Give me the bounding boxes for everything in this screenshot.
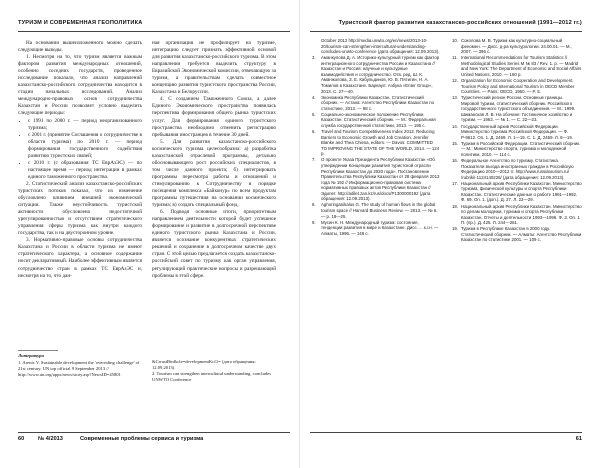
reference-text: Федеральное Агентство по туризму. Статистика. Показатели въезда иностранных граждан в Российскую Федерацию 2010—2012 гг. http://www.russiatourism.ru/ /rubriki/-1124140226/ (дата обращения: 12.09.2013). <box>461 158 574 180</box>
reference-text: International Recommendations for Tourism Statistics // Methodological Studies Series M № 83 / Rev. 1. p. — Madrid and New York: The Department of Economic and Social Affairs United Nations, 2010. — 160 p. <box>461 55 582 77</box>
reference-number: 9. <box>312 219 316 225</box>
reference-number: 3. <box>312 55 316 61</box>
reference-text: Национальный архив Республики Казахстан. Министерство туризма, физической культуры и спорта Республики Казахстан. Статистические данные о работе 1991—1992. Ф. 69. Оп. 1. (доп.). Д. 27. Л. 22—29. <box>461 180 582 203</box>
references-column-2 <box>452 38 582 244</box>
reference-number: 18. <box>452 203 459 209</box>
reference-text: Мусин К. Н. Международный туризм: состояние, тенденции развития в мире и Казахстане. Дисс. ... к.г.н. — Алматы, 1996. — 148 с. <box>321 219 439 236</box>
reference-number: 14. <box>452 123 459 129</box>
reference-number: 11. <box>452 55 458 61</box>
reference-text: Экономика Республики Казахстан. Статистический сборник. — Астана: Агентство Республики Казахстан по статистике, 2013. — 98 с. <box>321 94 435 111</box>
reference-text: Аманкулова Д. А. Историко-культурный туризм как фактор интеграционного сотрудничества России и Казахстана // Казахстан и Россия: научные и культурные взаимодействия и сотрудничество. Отв. ред. Ш. К. Аманжолова, З. Е. Кабульдинов, Ю. В. Пятигин, Н. А. Томилов в Казахстане. Барнаул: Азбука «Enter Group», 2013. С. 27—40. <box>321 55 440 94</box>
reference-number <box>312 38 321 55</box>
journal-name: Современные проблемы сервиса и туризма <box>80 436 204 442</box>
reference-text: Organization for Economic Cooperation and Development. Tourism Policy and International Tourism in OECD Member Countries. — Paris: OECD, 1960. — P. 5. <box>461 78 575 95</box>
reference-text: Социально-экономическое положение Республики Казахстан. Статистический сборник. — М.: Федеральная служба государственной статистики, 2013. — 196 с. <box>321 111 436 128</box>
literature-block-2 <box>152 359 276 383</box>
left-column-1 <box>18 40 142 280</box>
body-paragraph: 1. Несмотря на то, что туризм является важным фактором развития международных отношений, особенно соседних государств, проведенное исследование показало, что анализ направлений казахстанско-российского сотрудничества находится в стадии начальных исследований. Анализ международно-правовых основ сотрудничества Казахстан и России позволяет условно выделить следующие периоды: <box>18 54 142 117</box>
reference-number: 7. <box>312 157 316 163</box>
reference-item <box>452 204 582 226</box>
literature-item: 2. Tourism can strengthen intercultural understanding, concludes UNWTO Conference <box>152 371 271 383</box>
right-page-number: 61 <box>575 436 582 442</box>
reference-number: 6. <box>312 129 316 135</box>
reference-number: 19. <box>452 226 459 232</box>
reference-text: Туристический регион России. Основные границы. Мировой туризм, статистический сборник. Российского государственного туристского объединения. — М.: 1999. Шиманская Л. В. На обочине: Гостиничное хозяйство и туризм. — 1963. — № 1. — С. 22—23. <box>461 95 576 123</box>
left-page-number: 60 <box>18 436 25 442</box>
references-column-1 <box>312 38 440 237</box>
reference-text: Туризм в Республике Казахстан в 2000 году. Статистический сборник. — Алматы: Агентство Республики Казахстан по статистике 2001. — 109 с. <box>461 226 582 243</box>
reference-text: О проекте Указа Президента Республики Казахстан «Об утверждении Концепции развития туристской отрасли Республики Казахстан до 2020 года». Постановление Правительства Республики Казахстан от 28 февраля 2013 года № 192 // Информационно-правовая система нормативных правовых актов Республики Казахстан // Эдилет. http://adilet.zan.kz/rus/docs/P1300000192 (дата обращения: 12.09.2013). <box>321 157 440 202</box>
reference-item <box>312 129 440 157</box>
reference-text: Соколова М. В. Туризм как культурно-социальный феномен. — Дисс. д-ра культурологии. 24.00.01. — М., 2007. — 396 с. <box>461 38 572 55</box>
literature-title: Литература <box>18 353 44 358</box>
literature-block-1 <box>18 353 142 378</box>
reference-item <box>312 95 440 112</box>
reference-item <box>312 112 440 129</box>
left-running-head: ТУРИЗМ И СОВРЕМЕННАЯ ГЕОПОЛИТИКА <box>18 20 143 26</box>
reference-number: 4. <box>312 94 316 100</box>
period-list <box>18 118 142 181</box>
literature-item: 1. Arenic V. Sustainable development the 'overriding challenge' of 21st century. UN top official 9 September 2013 // http://www.un.org/apps/news/story.asp?NewsID=45801 <box>18 360 140 378</box>
reference-item <box>452 124 582 141</box>
reference-number: 16. <box>452 158 459 164</box>
body-paragraph: 3. Нормативно-правовые основы сотрудничества Казахстана и России в области туризма не имеют стратегического характера, а основное содержание носит декларативный. Наиболее эффективным является сотрудничество стран в рамках ТС ЕврАзЭС и, несмотря на то, что дан- <box>18 237 142 279</box>
period-list-item: • с 2010 г. (с образования ТС ЕврАзЭС) — по настоящее время — период интеграции в рамках единого таможенного пространства. <box>28 160 142 181</box>
reference-number: 12. <box>452 78 459 84</box>
period-list-item: • с 2001 г. (принятие Соглашения о сотрудничестве в области туризма) по 2010 г. — период формирования государственного содействия развитию туристских связей; <box>28 132 142 160</box>
reference-item <box>452 78 582 95</box>
right-page <box>300 0 600 468</box>
body-paragraph: 2. Статистический анализ казахстанско-российских туристских потоков показал, что их изменение обусловлено влиянием внешней экономической ситуации. Также неустойчивость туристской активности обусловлена недостаточной урегулированностью и отсутствием стратегического управления сферы туризма как внутри каждого государства, так и на двусторонном уровне. <box>18 180 142 237</box>
reference-text: Aghoringanikalus G. The study of human flows in the global tourism space // Harvard Business Review. — 2013. — № 6. — p. 18—25. <box>321 202 438 219</box>
left-footer-rule <box>18 432 290 433</box>
reference-number: 13. <box>452 95 459 101</box>
reference-item <box>312 202 440 219</box>
body-paragraph: На основании вышеизложенного можно сделать следующие выводы. <box>18 40 142 54</box>
reference-item <box>452 141 582 158</box>
reference-text: October 2012 http://media.unwto.org/en/news/2013-10-20/tourism-can-strengthen-intercultural-understanding-concludes-unwto-conference (дата обращения: 12.09.2013). <box>321 38 440 55</box>
left-header-rule <box>18 31 290 32</box>
reference-item <box>312 220 440 237</box>
right-running-head: Туристский фактор развития казахстанско-российских отношений (1991—2012 гг.) <box>338 20 582 26</box>
reference-item <box>452 55 582 77</box>
reference-item <box>452 158 582 180</box>
reference-text: Национальный архив Республики Казахстан. Министерство по делам молодежи, туризма и спорта Республики Казахстан. Отчеты и деятельности 1993—1996. Ф. 3. Оп. 1 П. (пр.). Д. 425. Л. 244—261. <box>461 203 582 226</box>
issue-number: № 4/2013 <box>38 436 63 442</box>
reference-item <box>452 38 582 55</box>
body-paragraph: 6. Подводя основные итоги, приоритетным направлением деятельности которой будет успешное формирование и развитие в долгосрочной перспективе единого туристского рынка Казахстана и России, является осознание конкурентных стратегических решений и сохранение в долгосрочном качестве двух стран. С этой целью предлагается создать казахстанско-российский совет по туризму как орган управления, регулирующий практические вопросы и разрешающий проблемы в этой сфере. <box>152 209 276 279</box>
reference-number: 5. <box>312 111 316 117</box>
body-paragraph: ная организация не профилирует на туризме, интеграцию следует признать эффективной основой для развития казахстанско-российского туризма. В этом направлении требуется выделить структуру в Евразийской Экономической комиссии, отвечающую за туризм, а правительствам сделать совместное концепцию развития туристского пространства России, Казахстана и Белоруссии. <box>152 40 276 96</box>
body-paragraph: 4. С созданием Таможенного Союза, а далее Единого Экономического пространства появилась перспектива формирования общего рынка туристских услуг. Для формирования единого туристского пространства необходимо отменить регистрацию пребывания иностранцев в течение 30 дней. <box>152 96 276 138</box>
reference-text: Туризм в Российской Федерации. Статистический сборник. — М.: Министерство спорта, туризма и молодежной политики, 2010. — 114 с. <box>461 140 581 157</box>
period-list-item: • с 1991 по 2000 г. — период неорганизованного туризма; <box>28 118 142 132</box>
reference-item <box>312 38 440 55</box>
reference-text: Travel and Tourism Competitiveness Index 2013. Reducing Barriers to Economic Growth and Job Creation. Jennifer Blanke and Thea Chiesa, editors. — Davos: COMMITTED TO IMPROVING THE STATE OF THE WORLD, 2014. — 124 p. <box>321 129 440 157</box>
reference-item <box>312 55 440 94</box>
literature-rule <box>18 350 58 351</box>
reference-item <box>312 157 440 201</box>
reference-item <box>452 181 582 203</box>
reference-number: 10. <box>452 38 459 43</box>
reference-number: 15. <box>452 140 459 146</box>
reference-text: Государственный архив Российской Федерации. Министерство туризма Российской Федерации. — Ф. Р-9612. Оп. 1. Д. 2469. Л. 1—19. С. 1. Д. 2469. Л. 8—19. <box>461 123 573 140</box>
right-header-rule <box>310 31 582 32</box>
body-paragraph: 5. Для развития казахстанско-российского космического туризма целесообразна: а) разработка казахстанской отраслевой программы, детально обосновывающего рост российских специалистов, в том числе данного проекта; б) интегрировать программы пересмотра работы и отношений и стимулированию к Сотрудничеству в порядке посещения комплекса «Байконур» по всем продуктам программы путешествия на основании космического туризма; в) создать специальный фонд. <box>152 138 276 209</box>
reference-item <box>452 95 582 123</box>
reference-number: 8. <box>312 202 316 208</box>
reference-number: 17. <box>452 180 459 186</box>
reference-item <box>452 226 582 243</box>
literature-item: &CrrustBtn&cle=developmentKcf1= (дата обращения: 12.09.2013). <box>152 359 256 371</box>
right-footer-rule <box>310 432 582 433</box>
left-column-2 <box>152 40 276 280</box>
